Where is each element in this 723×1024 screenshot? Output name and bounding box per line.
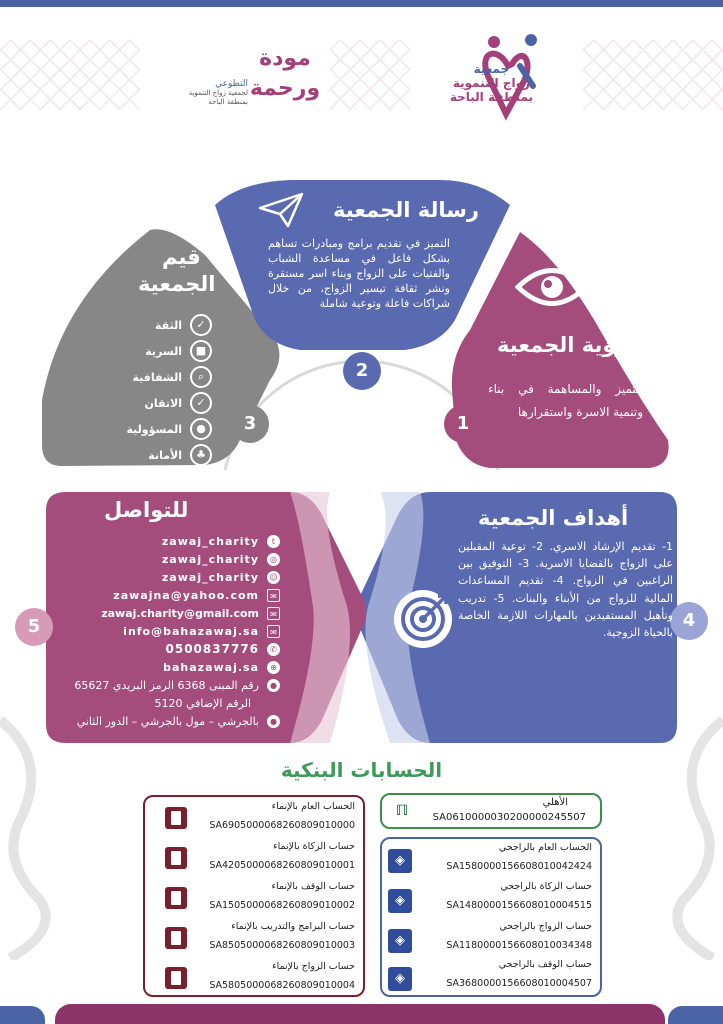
location-pin-icon: ● [267,715,280,728]
envelope-icon: ✉ [267,607,280,620]
instagram-handle[interactable]: zawaj_charity [161,552,259,566]
envelope-icon: ✉ [267,625,280,638]
footer-accent-right [668,1006,723,1024]
inma-account-name: حساب الزكاة بالإنماء [273,841,355,852]
contact-website[interactable] [50,658,280,676]
ahli-account-card [380,793,602,829]
email-link[interactable]: info@bahazawaj.sa [123,624,259,638]
contact-number-badge: 5 [15,608,53,646]
inma-bank-logo-icon [165,807,187,829]
value-label: الأمانة [148,448,182,462]
lock-icon: ■ [190,340,212,362]
message-number-badge: 2 [343,352,381,390]
contact-list [50,532,280,730]
contact-instagram[interactable] [50,550,280,568]
eye-icon [515,264,589,314]
inma-bank-logo-icon [165,967,187,989]
contact-title: للتواصل [104,498,189,522]
value-item [52,364,212,390]
ahli-bank-logo-icon: ℿ [395,803,409,819]
value-label: الثقة [155,318,182,332]
contact-location [50,712,280,730]
instagram-icon: ◎ [267,553,280,566]
inma-account-name: حساب الزواج بالإنماء [272,961,355,972]
email-link[interactable]: zawajna@yahoo.com [113,588,259,602]
values-list [52,312,212,468]
contact-email[interactable] [50,622,280,640]
ahli-account-number: SA0610000030200000245507 [432,812,586,823]
ornament-right [663,700,723,960]
rajhi-account-number: SA3680000156608010004507 [446,978,592,989]
association-name-line3: بمنطقة الباحة [449,90,533,104]
inma-accounts-card [143,795,365,997]
values-title-line1: قيم [162,245,201,269]
value-item [52,416,212,442]
target-icon [392,588,454,654]
address-line3: بالجرشي – مول بالجرشي – الدور الثاني [76,714,259,728]
rajhi-accounts-card [380,837,602,997]
association-name-line1: جمعية [473,62,510,76]
rajhi-account-name: حساب الزواج بالراجحي [499,921,592,932]
rajhi-bank-logo-icon: ◈ [388,849,412,873]
contact-address-extra [50,694,280,712]
values-title-line2: الجمعية [138,272,216,296]
twitter-handle[interactable]: zawaj_charity [161,534,259,548]
address-line1: رقم المبنى 6368 الرمز البريدي 65627 [74,678,259,692]
phone-icon: ✆ [267,643,280,656]
rajhi-bank-logo-icon: ◈ [388,967,412,991]
inma-bank-logo-icon [165,847,187,869]
magnifier-icon: ⌕ [190,366,212,388]
message-title: رسالة الجمعية [333,198,480,222]
value-label: المسؤولية [126,422,182,436]
address-line2: الرقم الإضافي 5120 [154,696,251,710]
snapchat-icon: ☺ [267,571,280,584]
value-item [52,442,212,468]
ahli-bank-name: الأهلي [542,797,568,808]
inma-account-number: SA1505000068260809010002 [209,900,355,911]
goals-title: أهداف الجمعية [478,506,629,530]
group-icon: ♣ [190,444,212,466]
inma-bank-logo-icon [165,887,187,909]
program-tag: التطوعي [215,79,248,89]
contact-twitter[interactable] [50,532,280,550]
rajhi-account-number: SA1180000156608010034348 [446,940,592,951]
inma-account-number: SA4205000068260809010001 [209,860,355,871]
value-item [52,390,212,416]
bank-accounts-title: الحسابات البنكية [280,758,443,782]
location-pin-icon: ● [267,679,280,692]
association-name-line2: زواج التنموية [452,76,530,90]
phone-number[interactable]: 0500837776 [165,642,259,656]
contact-email[interactable] [50,604,280,622]
inma-account-name: حساب الوقف بالإنماء [271,881,355,892]
website-link[interactable]: bahazawaj.sa [163,660,259,674]
inma-account-number: SA6905000068260809010000 [209,820,355,831]
contact-phone[interactable] [50,640,280,658]
person-network-icon: ● [190,418,212,440]
value-item [52,338,212,364]
clipboard-check-icon: ✓ [190,392,212,414]
contact-snapchat[interactable] [50,568,280,586]
message-text: التميز في تقديم برامج ومبادرات تساهم بشكل فاعل في مساعدة الشباب والفتيات على الزواج وبناء اسر مستقرة ونشر ثقافة تيسير الزواج، من خلال شراكات فاعلة وتوعية شاملة [268,237,450,310]
footer-accent-left [0,1006,45,1024]
inma-bank-logo-icon [165,927,187,949]
inma-account-number: SA8505000068260809010003 [209,940,355,951]
inma-account-number: SA5805000068260809010004 [209,980,355,991]
inma-account-name: حساب البرامج والتدريب بالإنماء [231,921,355,932]
footer-bar [55,1004,665,1024]
ornament-left [0,700,60,960]
email-link[interactable]: zawaj.charity@gmail.com [101,606,259,620]
snapchat-handle[interactable]: zawaj_charity [161,570,259,584]
vision-text: التميز والمساهمة في بناء وتنمية الاسرة واستقرارها [488,382,643,419]
rajhi-account-name: حساب الوقف بالراجحي [498,959,592,970]
contact-address [50,676,280,694]
rajhi-account-name: الحساب العام بالراجحي [498,842,592,853]
rajhi-account-number: SA1580000156608010042424 [446,861,592,872]
contact-email[interactable] [50,586,280,604]
rajhi-bank-logo-icon: ◈ [388,889,412,913]
badge-check-icon: ✓ [190,314,212,336]
vision-number-badge: 1 [444,405,482,443]
goals-number-badge: 4 [670,602,708,640]
program-name: مودة ورحمة [249,46,321,101]
values-number-badge: 3 [231,405,269,443]
globe-icon: ⊕ [267,661,280,674]
rajhi-account-number: SA1480000156608010004515 [446,900,592,911]
envelope-icon: ✉ [267,589,280,602]
twitter-icon: t [267,535,280,548]
vision-title: رؤية الجمعية [497,333,628,357]
program-sub: لجمعية زواج التنموية بمنطقة الباحة [188,89,248,106]
rajhi-bank-logo-icon: ◈ [388,929,412,953]
paper-plane-icon [258,192,304,232]
inma-account-name: الحساب العام بالإنماء [271,801,355,812]
value-label: الاتقان [144,396,182,410]
value-item [52,312,212,338]
goals-text: 1- تقديم الإرشاد الاسري. 2- توعية المقبلين على الزواج بالقضايا الاسرية. 3- التوفيق بين الراغبين في الزواج. 4- تقديم المساعدات المالية للزواج من الأبناء والبنات. 5- تدريب وتأهيل المستفيدين بالمهارات اللازمة الخاصة بالحياة الزوجية. [458,540,673,640]
value-label: السرية [145,344,182,358]
rajhi-account-name: حساب الزكاة بالراجحي [500,881,592,892]
value-label: الشفافية [132,370,182,384]
